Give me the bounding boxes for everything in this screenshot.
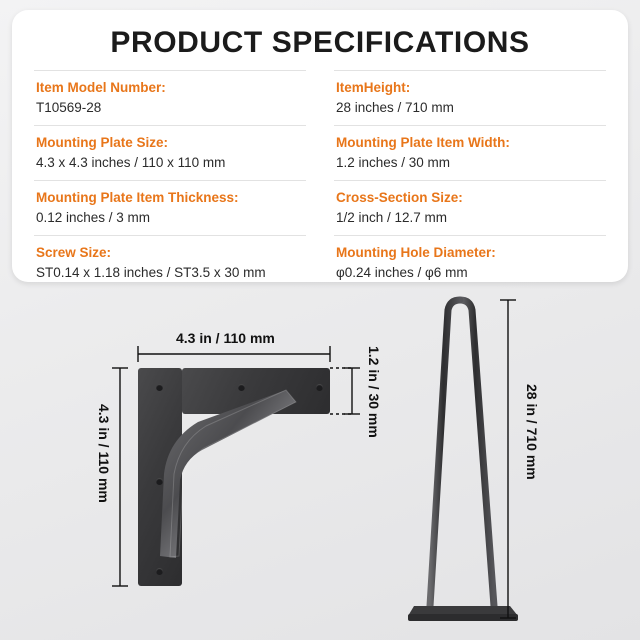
spec-mounting-plate-size	[34, 125, 306, 180]
specifications-grid	[34, 70, 606, 290]
spec-mounting-plate-width	[334, 125, 606, 180]
spec-item-model-number	[34, 70, 306, 125]
dimension-label-leg-height: 28 in / 710 mm	[524, 384, 540, 480]
spec-label: Cross-Section Size:	[336, 190, 463, 205]
spec-label: Mounting Hole Diameter:	[336, 245, 496, 260]
spec-label: Screw Size:	[36, 245, 112, 260]
spec-value: 1.2 inches / 30 mm	[336, 155, 451, 170]
dimension-label-bracket-height: 4.3 in / 110 mm	[96, 404, 112, 503]
dimension-label-plate-width: 1.2 in / 30 mm	[366, 346, 382, 438]
spec-label: Mounting Plate Item Width:	[336, 135, 510, 150]
spec-label: ItemHeight:	[336, 80, 411, 95]
product-illustration	[0, 286, 640, 640]
spec-value: ST0.14 x 1.18 inches / ST3.5 x 30 mm	[36, 265, 266, 280]
spec-cross-section-size	[334, 180, 606, 235]
spec-value: 4.3 x 4.3 inches / 110 x 110 mm	[36, 155, 226, 170]
spec-label: Item Model Number:	[36, 80, 166, 95]
spec-label: Mounting Plate Size:	[36, 135, 169, 150]
mounting-hole-icon	[156, 568, 163, 575]
bracket-rib-shape	[158, 388, 298, 563]
spec-mounting-plate-thickness	[34, 180, 306, 235]
spec-item-height	[334, 70, 606, 125]
specifications-card	[12, 10, 628, 282]
spec-value: 0.12 inches / 3 mm	[36, 210, 151, 225]
spec-value: 28 inches / 710 mm	[336, 100, 454, 115]
spec-mounting-hole-diameter	[334, 235, 606, 290]
spec-screw-size	[34, 235, 306, 290]
corner-bracket-image	[138, 368, 330, 586]
spec-label: Mounting Plate Item Thickness:	[36, 190, 239, 205]
spec-value: 1/2 inch / 12.7 mm	[336, 210, 448, 225]
page-title: PRODUCT SPECIFICATIONS	[110, 26, 530, 59]
spec-value: φ0.24 inches / φ6 mm	[336, 265, 468, 280]
hairpin-leg-image	[408, 294, 518, 624]
mounting-hole-icon	[316, 384, 323, 391]
dimension-label-bracket-width: 4.3 in / 110 mm	[176, 330, 275, 346]
spec-value: T10569-28	[36, 100, 102, 115]
